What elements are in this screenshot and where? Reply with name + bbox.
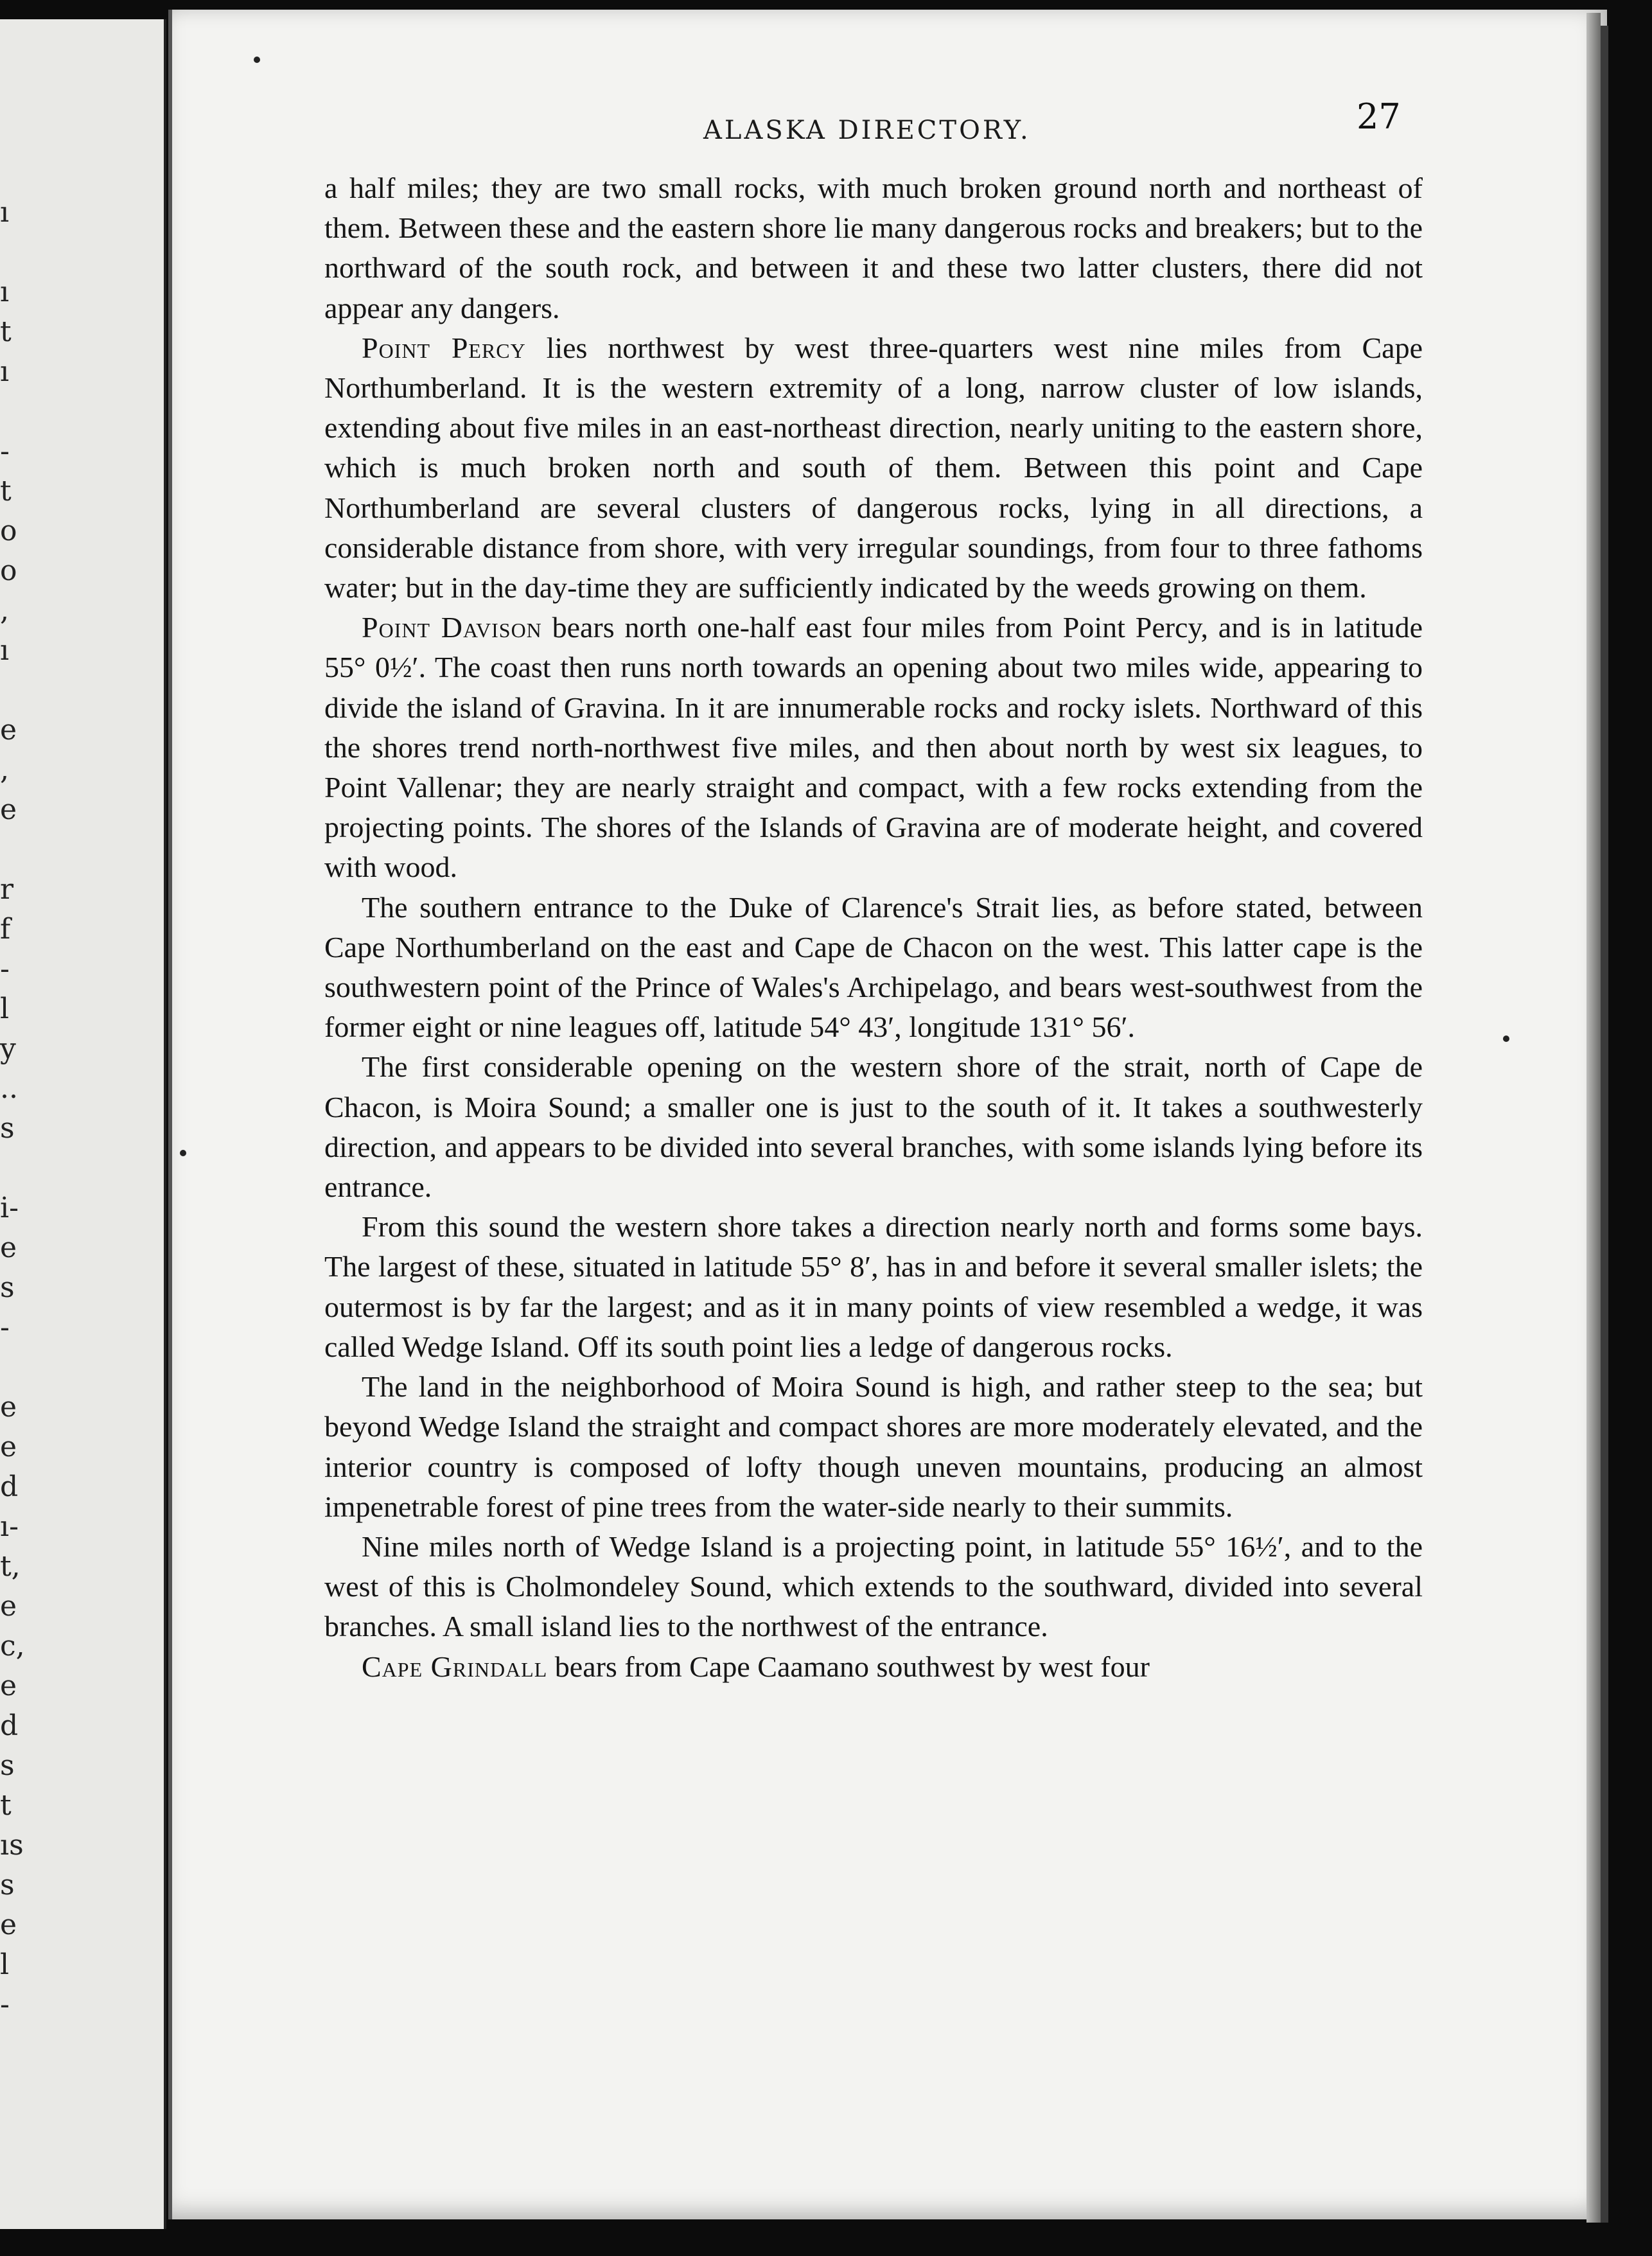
previous-page-letter: s	[0, 1112, 15, 1145]
previous-page-letter: -	[0, 1311, 10, 1344]
paragraph-text: lies northwest by west three-quarters west nine miles from Cape Northumberland. It is the western extremity of a long, narrow cluster of low islands, extending about five miles in an east-northeast direction, nearly uniting to the eastern shore, which is much broken north and south of them. Between this point and Cape Northumberland are several clusters of dangerous rocks, lying in all directions, a considerable distance from shore, with very irregular soundings, from four to three fathoms water; but in the day-time they are sufficiently indicated by the weeds growing on them.	[324, 331, 1423, 604]
previous-page-letter: ı	[0, 634, 10, 667]
binding-gutter	[168, 10, 172, 2219]
previous-page-letter: e	[0, 1590, 17, 1623]
paragraph	[324, 1367, 1423, 1527]
previous-page-letter	[0, 671, 26, 710]
previous-page-letter	[0, 830, 26, 870]
previous-page-letter: e	[0, 793, 17, 826]
paragraph	[324, 1207, 1423, 1367]
previous-page-letter	[0, 1149, 26, 1188]
paragraph-text: bears from Cape Caamano southwest by west four	[547, 1650, 1150, 1683]
previous-page-letter: y	[0, 1032, 16, 1065]
paragraph-text: a half miles; they are two small rocks, with much broken ground north and northeast of them. Between these and the eastern shore lie many dangerous rocks and breakers; but to the northward of the south rock, and between it and these two latter clusters, there did not appear any dangers.	[324, 172, 1423, 324]
previous-page-letter: ..	[0, 1072, 18, 1105]
previous-page-fragment	[0, 19, 166, 2229]
paragraph-text: From this sound the western shore takes a direction nearly north and forms some bays. The largest of these, situated in latitude 55° 8′, has in and before it several smaller islets; the outermost is by far the largest; and as it in many points of view resembled a wedge, it was called Wedge Island. Off its south point lies a ledge of dangerous rocks.	[324, 1210, 1423, 1363]
previous-page-letter: l	[0, 992, 10, 1025]
previous-page-letter: o	[0, 515, 17, 547]
body-text	[324, 168, 1423, 1687]
paragraph-text: Nine miles north of Wedge Island is a projecting point, in latitude 55° 16½′, and to the west of this is Cholmondeley Sound, which extends to the southward, divided into several branches. A small island lies to the northwest of the entrance.	[324, 1529, 1423, 1643]
previous-page-letter: e	[0, 1391, 17, 1423]
previous-page-letter: ı	[0, 276, 10, 308]
previous-page-letter: t	[0, 475, 12, 507]
paragraph-lead-term: Cape Grindall	[362, 1650, 548, 1683]
paragraph	[324, 1647, 1423, 1687]
previous-page-letter: t	[0, 315, 12, 348]
paragraph	[324, 1047, 1423, 1207]
previous-page-line-endings	[0, 193, 26, 2025]
previous-page-letter: l	[0, 1948, 10, 1981]
previous-page-letter: t,	[0, 1550, 21, 1583]
previous-page-letter: t	[0, 1789, 12, 1822]
previous-page-letter: o	[0, 554, 17, 587]
paragraph	[324, 328, 1423, 608]
paragraph-lead-term: Point Percy	[362, 331, 526, 364]
page-stack-edge	[1601, 26, 1608, 2223]
paragraph-lead-term: Point Davison	[362, 611, 542, 644]
previous-page-letter: d	[0, 1470, 19, 1503]
page-number: 27	[1357, 96, 1401, 137]
previous-page-letter: ıs	[0, 1829, 24, 1862]
previous-page-letter: e	[0, 1670, 17, 1702]
previous-page-letter: c,	[0, 1630, 25, 1662]
previous-page-letter: e	[0, 1231, 17, 1264]
paragraph-text: The first considerable opening on the western shore of the strait, north of Cape de Chacon, is Moira Sound; a smaller one is just to the south of it. It takes a southwesterly direction, and appears to be divided into several branches, with some islands lying before its entrance.	[324, 1050, 1423, 1204]
previous-page-letter: ı	[0, 355, 10, 388]
previous-page-letter: ı	[0, 196, 10, 229]
previous-page-letter: r	[0, 873, 14, 906]
paragraph	[324, 1527, 1423, 1647]
previous-page-letter: ,	[0, 753, 9, 786]
previous-page-letter: e	[0, 714, 17, 746]
previous-page-letter	[0, 233, 26, 272]
previous-page-letter: s	[0, 1749, 15, 1782]
paragraph	[324, 888, 1423, 1048]
previous-page-letter: -	[0, 435, 10, 468]
speck-mark	[1503, 1035, 1509, 1042]
previous-page-letter: ,	[0, 594, 9, 627]
previous-page-letter: e	[0, 1908, 17, 1941]
paragraph	[324, 608, 1423, 887]
previous-page-letter: s	[0, 1271, 15, 1304]
paragraph	[324, 168, 1423, 328]
running-head: ALASKA DIRECTORY.	[703, 116, 1031, 145]
previous-page-letter: ı-	[0, 1510, 19, 1543]
paragraph-text: The southern entrance to the Duke of Clarence's Strait lies, as before stated, between Cape Northumberland on the east and Cape de Chacon on the west. This latter cape is the southwestern point of the Prince of Wales's Archipelago, and bears west-southwest from the former eight or nine leagues off, latitude 54° 43′, longitude 131° 56′.	[324, 890, 1423, 1044]
paragraph-text: bears north one-half east four miles from Point Percy, and is in latitude 55° 0½′. The coast then runs north towards an opening about two miles wide, appearing to divide the island of Gravina. In it are innumerable rocks and rocky islets. Northward of this the shores trend north-northwest five miles, and then about north by west six leagues, to Point Vallenar; they are nearly straight and compact, with a few rocks extending from the projecting points. The shores of the Islands of Gravina are of moderate height, and covered with wood.	[324, 611, 1423, 884]
previous-page-letter: i-	[0, 1192, 19, 1224]
speck-mark	[254, 57, 260, 63]
previous-page-letter	[0, 1348, 26, 1388]
previous-page-letter: d	[0, 1709, 19, 1742]
previous-page-letter: s	[0, 1869, 15, 1901]
paragraph-text: The land in the neighborhood of Moira Sound is high, and rather steep to the sea; but beyond Wedge Island the straight and compact shores are more moderately elevated, and the interior country is composed of lofty though uneven mountains, producing an almost impenetrable forest of pine trees from the water-side nearly to their summits.	[324, 1370, 1423, 1523]
previous-page-letter: e	[0, 1431, 17, 1463]
page-edge-shadow	[1586, 13, 1601, 2223]
speck-mark	[180, 1150, 186, 1156]
previous-page-letter	[0, 392, 26, 432]
previous-page-letter: -	[0, 1988, 10, 2021]
previous-page-letter: -	[0, 953, 10, 985]
previous-page-letter: f	[0, 913, 11, 946]
